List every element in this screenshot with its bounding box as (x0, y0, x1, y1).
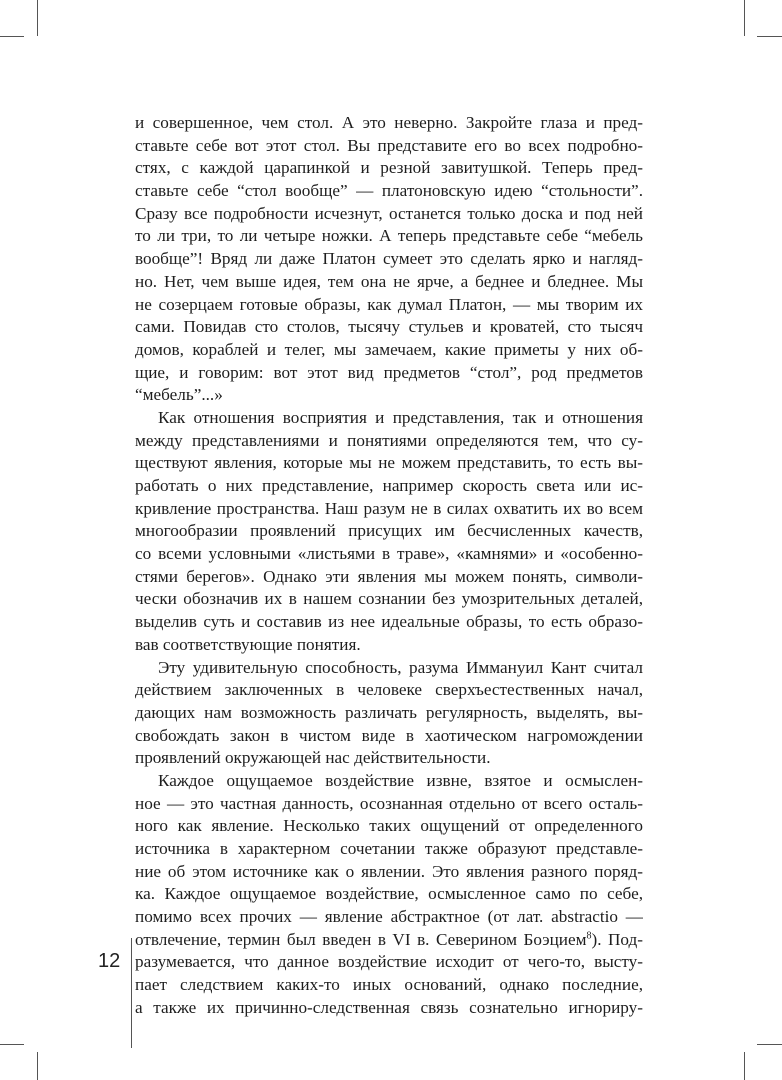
text-line: вав соответствующие понятия. (135, 634, 361, 654)
text-line: чески обозначив их в нашем сознании без умозрительных деталей, (135, 589, 643, 609)
text-line: со всеми условными «листьями в траве», «камнями» и «особенно- (135, 544, 643, 564)
text-line: сами. Повидав сто столов, тысячу стульев и кроватей, сто тысяч (135, 317, 643, 337)
text-line: и совершенное, чем стол. А это неверно. Закройте глаза и пред- (135, 113, 643, 132)
paragraph-1 (135, 112, 643, 407)
text-line: а также их причинно-следственная связь сознательно игнориру- (135, 997, 643, 1017)
crop-mark-left-bottom (0, 1044, 24, 1045)
paragraph-4 (135, 770, 643, 1020)
text-line-start: отвлечение, термин был введен в VI в. Северином Боэцием (135, 929, 587, 949)
text-line: источника в характерном сочетании также образуют представле- (135, 839, 643, 858)
text-line: разумевается, что данное воздействие исходит от чего-то, высту- (135, 952, 643, 972)
text-line: вообще”! Вряд ли даже Платон сумеет это сделать ярко и нагляд- (135, 249, 643, 269)
text-line: ставьте себе “стол вообще” — платоновскую идею “стольности”. (135, 181, 643, 201)
text-line: ного как явление. Несколько таких ощущений от определенного (135, 816, 643, 836)
text-line: многообразии проявлений присущих им бесчисленных качеств, (135, 521, 643, 541)
crop-mark-right-top (757, 36, 782, 37)
crop-mark-right-bottom (757, 1044, 782, 1045)
footnote-marker: 8 (586, 930, 592, 942)
text-line: то ли три, то ли четыре ножки. А теперь представьте себе “мебель (135, 226, 643, 246)
text-line: Каждое ощущаемое воздействие извне, взятое и осмыслен- (158, 770, 643, 790)
text-line-end: ). Под- (591, 929, 643, 949)
text-line: Эту удивительную способность, разума Иммануил Кант считал (158, 657, 643, 677)
text-line: стях, с каждой царапинкой и резной завитушкой. Теперь пред- (135, 158, 643, 178)
text-line: помимо всех прочих — явление абстрактное (от лат. abstractio — (135, 907, 643, 927)
paragraph-2 (135, 407, 643, 657)
text-line: ное — это частная данность, осознанная отдельно от всего осталь- (135, 793, 643, 813)
text-line: проявлений окружающей нас действительности. (135, 748, 491, 768)
text-line: кривление пространства. Наш разум не в силах охватить их во всем (135, 498, 643, 518)
body-text (135, 112, 643, 1020)
crop-mark-bottom-right (744, 1052, 745, 1080)
text-line: Сразу все подробности исчезнут, останется только доска и под ней (135, 203, 643, 223)
text-line: работать о них представление, например скорость света или ис- (135, 476, 643, 495)
text-line: ние об этом источнике как о явлении. Это явления разного поряд- (135, 861, 643, 881)
text-line: дающих нам возможность различать регулярность, выделять, вы- (135, 702, 643, 722)
text-line: ставьте себе вот этот стол. Вы представите его во всех подробно- (135, 135, 643, 155)
text-line: ка. Каждое ощущаемое воздействие, осмысленное само по себе, (135, 884, 643, 904)
page-number: 12 (98, 950, 121, 972)
text-line: Как отношения восприятия и представления, так и отношения (158, 407, 643, 427)
text-line: пает следствием каких-то иных оснований, однако последние, (135, 975, 643, 995)
crop-mark-top-left (37, 0, 38, 36)
text-line: домов, кораблей и телег, мы замечаем, какие приметы у них об- (135, 339, 643, 359)
text-line: ществуют явления, которые мы не можем представить, то есть вы- (135, 453, 643, 473)
text-line: выделив суть и составив из нее идеальные образы, то есть образо- (135, 612, 643, 632)
text-line: стями берегов». Однако эти явления мы можем понять, символи- (135, 566, 643, 586)
text-line: но. Нет, чем выше идея, тем она не ярче, а беднее и бледнее. Мы (135, 271, 643, 291)
crop-mark-top-right (744, 0, 745, 36)
paragraph-3 (135, 657, 643, 770)
text-line: свобождать закон в чистом виде в хаотическом нагромождении (135, 725, 643, 745)
text-line: действием заключенных в человеке сверхъестественных начал, (135, 680, 643, 700)
crop-mark-bottom-left (37, 1052, 38, 1080)
text-line: “мебель”...» (135, 385, 223, 405)
text-line-with-footnote (135, 929, 643, 952)
text-line: между представлениями и понятиями определяются тем, что су- (135, 430, 643, 450)
page-number-rule (131, 938, 132, 1048)
text-line: щие, и говорим: вот этот вид предметов “стол”, род предметов (135, 362, 643, 382)
crop-mark-left-top (0, 36, 24, 37)
text-line: не созерцаем готовые образы, как думал Платон, — мы творим их (135, 294, 643, 314)
